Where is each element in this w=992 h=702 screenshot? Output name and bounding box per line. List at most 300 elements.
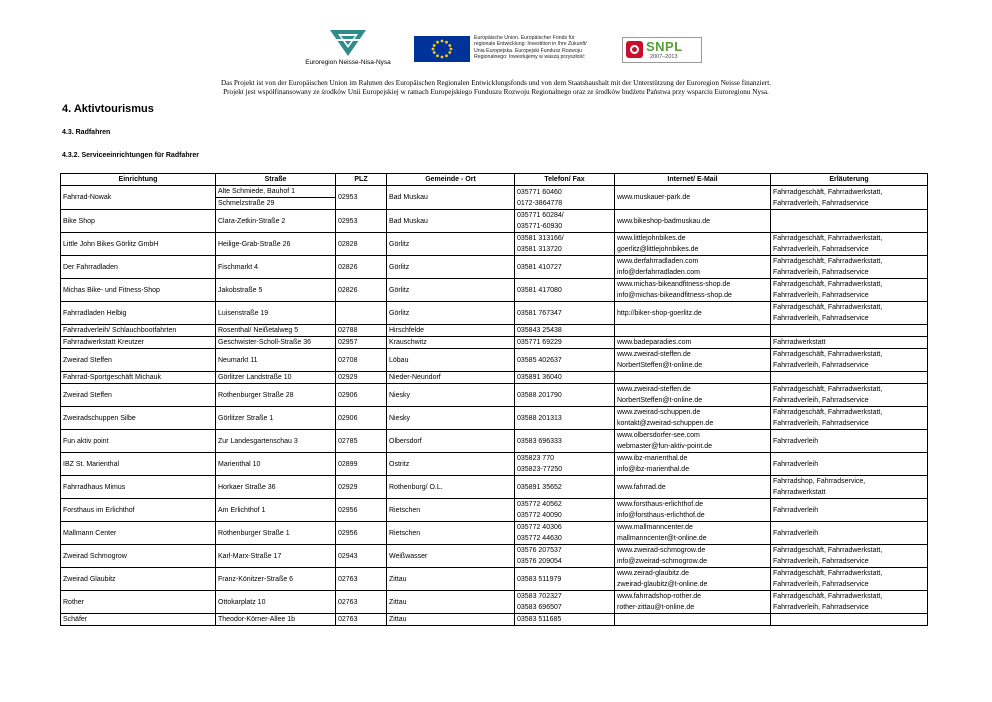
cell-internet-line: www.badeparadies.com	[617, 339, 692, 346]
cell-ort: Görlitz	[387, 302, 515, 325]
cell-strasse-line: Alte Schmiede, Bauhof 1	[218, 188, 296, 195]
cell-internet	[615, 302, 771, 325]
cell-einrichtung: Zweirad Schmogrow	[61, 545, 216, 568]
cell-telefon	[515, 372, 615, 384]
cell-telefon-line: 035771 60284/	[517, 212, 564, 219]
cell-ort: Niesky	[387, 384, 515, 407]
cell-ort: Weißwasser	[387, 545, 515, 568]
cell-telefon-line: 03576 207537	[517, 547, 562, 554]
cell-plz	[336, 302, 387, 325]
cell-internet-line: NorbertSteffen@t-online.de	[617, 397, 703, 404]
cell-strasse	[216, 407, 336, 430]
cell-strasse-line: Horkaer Straße 36	[218, 483, 276, 491]
cell-ort: Niesky	[387, 407, 515, 430]
cell-telefon-line: 03581 767347	[517, 309, 562, 317]
cell-einrichtung: Fahrrad-Nowak	[61, 186, 216, 210]
subsubsection-heading: 4.3.2. Serviceeinrichtungen für Radfahrer	[62, 152, 199, 159]
cell-erlaeuterung-line: Fahrradverleih	[773, 460, 819, 468]
cell-strasse-line: Rothenburger Straße 28	[218, 391, 294, 399]
cell-telefon	[515, 233, 615, 256]
cell-strasse-line: Karl-Marx-Straße 17	[218, 552, 282, 560]
cell-telefon-line: 03583 696507	[517, 604, 562, 611]
cell-erlaeuterung-line: Fahrradverleih, Fahrradservice	[773, 581, 869, 588]
cell-ort: Bad Muskau	[387, 186, 515, 210]
cell-internet-line: webmaster@fun-aktiv-point.de	[617, 443, 713, 450]
eu-text-line: regionale Entwicklung: Investition in Ihre Zukunft/	[474, 41, 587, 48]
cell-internet-line: NorbertSteffen@t-online.de	[617, 362, 703, 369]
cell-erlaeuterung	[771, 384, 928, 407]
table-row	[61, 568, 928, 591]
cell-erlaeuterung	[771, 210, 928, 233]
table-row	[61, 256, 928, 279]
cell-telefon-line: 035771-60930	[517, 223, 563, 230]
cell-einrichtung: Mallmann Center	[61, 522, 216, 545]
section-heading: 4. Aktivtourismus	[62, 103, 154, 115]
table-row	[61, 186, 928, 210]
cell-plz: 02956	[336, 522, 387, 545]
cell-telefon-line: 035891 35652	[517, 483, 562, 491]
cell-strasse	[216, 614, 336, 626]
cell-ort: Krauschwitz	[387, 337, 515, 349]
cell-erlaeuterung-line: Fahrradgeschäft, Fahrradwerkstatt,	[773, 570, 883, 577]
cell-internet-line: www.derfahrradladen.com	[617, 258, 699, 265]
cell-telefon	[515, 384, 615, 407]
cell-einrichtung: Fahrradverleih/ Schlauchbootfahrten	[61, 325, 216, 337]
cell-internet	[615, 545, 771, 568]
table-row	[61, 430, 928, 453]
cell-erlaeuterung	[771, 279, 928, 302]
cell-telefon	[515, 568, 615, 591]
table-row	[61, 279, 928, 302]
cell-plz: 02828	[336, 233, 387, 256]
cell-einrichtung: Zweirad Steffen	[61, 384, 216, 407]
cell-erlaeuterung-line: Fahrradverleih, Fahrradservice	[773, 246, 869, 253]
table-row	[61, 372, 928, 384]
cell-telefon-line: 035772 40306	[517, 524, 562, 531]
cell-internet	[615, 256, 771, 279]
cell-plz: 02826	[336, 279, 387, 302]
cell-erlaeuterung	[771, 591, 928, 614]
cell-erlaeuterung-line: Fahrradgeschäft, Fahrradwerkstatt,	[773, 304, 883, 311]
cell-telefon-line: 035772 40090	[517, 512, 562, 519]
cell-erlaeuterung-line: Fahrradshop, Fahrradservice,	[773, 478, 866, 485]
cell-internet	[615, 430, 771, 453]
table-row	[61, 614, 928, 626]
cell-plz: 02785	[336, 430, 387, 453]
cell-erlaeuterung	[771, 372, 928, 384]
logo-row	[0, 28, 992, 78]
cell-einrichtung: Fun aktiv point	[61, 430, 216, 453]
cell-telefon	[515, 186, 615, 210]
cell-strasse	[216, 337, 336, 349]
cell-erlaeuterung-line: Fahrradverleih, Fahrradservice	[773, 362, 869, 369]
cell-erlaeuterung-line: Fahrradverleih, Fahrradservice	[773, 315, 869, 322]
cell-strasse-line: Geschwister-Scholl-Straße 36	[218, 339, 311, 346]
eu-text-line: Unia Europejska. Europejski Fundusz Rozwoju	[474, 47, 582, 54]
subsection-heading: 4.3. Radfahren	[62, 129, 111, 136]
cell-telefon	[515, 453, 615, 476]
cell-internet-line: www.fahrradshop-rother.de	[617, 593, 702, 600]
cell-erlaeuterung	[771, 568, 928, 591]
cell-plz: 02788	[336, 325, 387, 337]
cell-erlaeuterung-line: Fahrradverleih	[773, 529, 819, 537]
cell-ort: Ostritz	[387, 453, 515, 476]
cell-erlaeuterung-line: Fahrradgeschäft, Fahrradwerkstatt,	[773, 409, 883, 416]
table-row	[61, 522, 928, 545]
column-header: Einrichtung	[61, 174, 216, 186]
cell-internet	[615, 186, 771, 210]
table-row	[61, 545, 928, 568]
cell-strasse-line: Fischmarkt 4	[218, 263, 259, 271]
cell-internet	[615, 384, 771, 407]
cell-erlaeuterung	[771, 522, 928, 545]
cell-internet-line: rother-zittau@t-online.de	[617, 604, 695, 611]
cell-erlaeuterung-line: Fahrradwerkstatt	[773, 339, 826, 346]
cell-internet	[615, 233, 771, 256]
cell-strasse-line: Clara-Zetkin-Straße 2	[218, 217, 286, 225]
cell-erlaeuterung	[771, 186, 928, 210]
cell-internet-line: www.zeirad-glaubitz.de	[617, 570, 689, 577]
cell-ort: Zittau	[387, 591, 515, 614]
cell-strasse	[216, 325, 336, 337]
cell-einrichtung: Bike Shop	[61, 210, 216, 233]
table-row	[61, 499, 928, 522]
funding-notice	[0, 79, 992, 97]
cell-plz: 02906	[336, 384, 387, 407]
cell-plz: 02953	[336, 186, 387, 210]
cell-erlaeuterung	[771, 233, 928, 256]
cell-strasse	[216, 430, 336, 453]
cell-einrichtung: Michas Bike- und Fitness-Shop	[61, 279, 216, 302]
cell-telefon	[515, 325, 615, 337]
cell-telefon	[515, 256, 615, 279]
cell-ort: Zittau	[387, 614, 515, 626]
cell-erlaeuterung-line: Fahrradverleih, Fahrradservice	[773, 397, 869, 404]
column-header: Gemeinde - Ort	[387, 174, 515, 186]
cell-telefon	[515, 302, 615, 325]
cell-internet-line: zweirad-glaubitz@t-online.de	[617, 581, 708, 588]
cell-strasse-line: Rosenthal/ Neißetalweg 5	[218, 327, 299, 334]
cell-internet	[615, 614, 771, 626]
cell-internet-line: www.mallmanncenter.de	[617, 524, 693, 531]
cell-strasse	[216, 476, 336, 499]
cell-internet	[615, 279, 771, 302]
cell-plz: 02763	[336, 591, 387, 614]
cell-erlaeuterung	[771, 337, 928, 349]
table-row	[61, 384, 928, 407]
funding-line-pl: Projekt jest współfinansowany ze środków Unii Europejskiej w ramach Europejskiego Funduszu Rozwoju Regionalnego oraz ze środków budżetu Państwa przy wsparciu Euroregionu Nysa.	[223, 88, 769, 96]
cell-telefon-line: 03581 410727	[517, 263, 562, 271]
table-row	[61, 476, 928, 499]
cell-einrichtung: Fahrradladen Helbig	[61, 302, 216, 325]
table-row	[61, 302, 928, 325]
cell-plz: 02763	[336, 614, 387, 626]
cell-telefon	[515, 591, 615, 614]
cell-plz: 02763	[336, 568, 387, 591]
cell-strasse-line: Jakobstraße 5	[218, 286, 263, 294]
eu-flag-icon	[414, 36, 470, 62]
cell-strasse	[216, 568, 336, 591]
snpl-logo	[622, 37, 702, 63]
cell-ort: Görlitz	[387, 256, 515, 279]
cell-plz: 02929	[336, 372, 387, 384]
cell-strasse	[216, 186, 336, 210]
cell-telefon-line: 03583 702327	[517, 593, 562, 600]
cell-internet-line: www.littlejohnbikes.de	[617, 235, 686, 242]
cell-telefon	[515, 279, 615, 302]
cell-telefon	[515, 349, 615, 372]
cell-einrichtung: Little John Bikes Görlitz GmbH	[61, 233, 216, 256]
cell-telefon-line: 03588 201790	[517, 391, 562, 399]
cell-einrichtung: Der Fahrradladen	[61, 256, 216, 279]
cell-internet	[615, 499, 771, 522]
cell-erlaeuterung-line: Fahrradverleih	[773, 437, 819, 445]
cell-telefon-line: 03585 402637	[517, 356, 562, 364]
cell-einrichtung: Zweiradschuppen Silbe	[61, 407, 216, 430]
cell-telefon	[515, 476, 615, 499]
cell-einrichtung: Fahrradwerkstatt Kreutzer	[61, 337, 216, 349]
cell-telefon-line: 03583 511685	[517, 616, 562, 623]
column-header: Telefon/ Fax	[515, 174, 615, 186]
cell-ort: Rietschen	[387, 522, 515, 545]
cell-telefon-line: 035823 770	[517, 455, 554, 462]
cell-internet-line: http://biker-shop-goerlitz.de	[617, 309, 702, 317]
table-row	[61, 407, 928, 430]
euroregion-logo	[288, 28, 408, 66]
cell-strasse	[216, 545, 336, 568]
cell-erlaeuterung	[771, 476, 928, 499]
cell-einrichtung: Schäfer	[61, 614, 216, 626]
cell-einrichtung: Zweirad Steffen	[61, 349, 216, 372]
cell-erlaeuterung-line: Fahrradverleih	[773, 506, 819, 514]
eu-funding-text	[474, 35, 614, 61]
cell-internet	[615, 349, 771, 372]
cell-erlaeuterung-line: Fahrradverleih, Fahrradservice	[773, 558, 869, 565]
cell-strasse-line: Görlitzer Straße 1	[218, 414, 274, 422]
column-header: PLZ	[336, 174, 387, 186]
cell-internet-line: www.zweirad-steffen.de	[617, 386, 691, 393]
snpl-emblem-icon	[626, 41, 643, 58]
cell-internet	[615, 325, 771, 337]
cell-plz: 02929	[336, 476, 387, 499]
cell-strasse	[216, 372, 336, 384]
cell-telefon-line: 035772 40562	[517, 501, 562, 508]
cell-erlaeuterung-line: Fahrradverleih, Fahrradservice	[773, 292, 869, 299]
cell-strasse	[216, 233, 336, 256]
cell-erlaeuterung	[771, 407, 928, 430]
cell-erlaeuterung-line: Fahrradgeschäft, Fahrradwerkstatt,	[773, 235, 883, 242]
table-row	[61, 453, 928, 476]
cell-erlaeuterung	[771, 453, 928, 476]
table-header-row	[61, 174, 928, 186]
cell-einrichtung: Fahrrad-Sportgeschäft Michauk	[61, 372, 216, 384]
column-header: Internet/ E-Mail	[615, 174, 771, 186]
cell-internet-line: www.muskauer-park.de	[617, 194, 691, 201]
column-header: Erläuterung	[771, 174, 928, 186]
cell-telefon	[515, 499, 615, 522]
cell-ort: Hirschfelde	[387, 325, 515, 337]
table-row	[61, 349, 928, 372]
cell-strasse	[216, 349, 336, 372]
cell-internet-line: www.bikeshop-badmuskau.de	[617, 217, 710, 225]
cell-internet	[615, 522, 771, 545]
cell-internet-line: kontakt@zweirad-schuppen.de	[617, 420, 714, 427]
cell-telefon	[515, 522, 615, 545]
cell-plz: 02956	[336, 499, 387, 522]
cell-telefon-line: 03581 313720	[517, 246, 562, 253]
cell-strasse-line: Franz-Könitzer-Straße 6	[218, 575, 294, 583]
cell-telefon-line: 03581 313166/	[517, 235, 564, 242]
snpl-name: SNPL	[646, 39, 683, 54]
cell-internet-line: www.zweirad-schmogrow.de	[617, 547, 706, 554]
cell-ort: Görlitz	[387, 279, 515, 302]
cell-internet	[615, 568, 771, 591]
cell-telefon	[515, 210, 615, 233]
cell-strasse	[216, 499, 336, 522]
cell-plz: 02899	[336, 453, 387, 476]
cell-telefon	[515, 614, 615, 626]
cell-telefon-line: 03583 511979	[517, 575, 562, 583]
table-row	[61, 233, 928, 256]
eu-text-line: Regionalnego: Inwestujemy w waszą przyszłość	[474, 54, 585, 61]
cell-internet-line: mallmanncenter@t-online.de	[617, 535, 707, 542]
cell-telefon	[515, 430, 615, 453]
cell-erlaeuterung	[771, 614, 928, 626]
table-row	[61, 337, 928, 349]
cell-strasse-line: Heilige-Grab-Straße 26	[218, 240, 291, 248]
cell-strasse	[216, 279, 336, 302]
euroregion-emblem-icon	[326, 28, 370, 58]
cell-strasse	[216, 302, 336, 325]
cell-erlaeuterung	[771, 256, 928, 279]
cell-internet-line: info@michas-bikeandfitness-shop.de	[617, 292, 732, 299]
cell-telefon-line: 03583 696333	[517, 437, 562, 445]
cell-strasse-line: Rothenburger Straße 1	[218, 529, 290, 537]
cell-strasse	[216, 256, 336, 279]
cell-erlaeuterung-line: Fahrradverleih, Fahrradservice	[773, 199, 869, 207]
cell-einrichtung: IBZ St. Marienthal	[61, 453, 216, 476]
cell-internet-line: www.fahrrad.de	[617, 483, 666, 491]
cell-strasse-line: Theodor-Körner-Allee 1b	[218, 616, 296, 623]
cell-telefon-line: 035772 44630	[517, 535, 562, 542]
cell-internet	[615, 453, 771, 476]
cell-strasse-line: Neumarkt 11	[218, 356, 258, 364]
eu-text-line: Europäische Union. Europäischer Fonds für	[474, 35, 575, 41]
cell-strasse-line: Schmelzstraße 29	[216, 197, 335, 209]
cell-strasse	[216, 591, 336, 614]
cell-erlaeuterung-line: Fahrradgeschäft, Fahrradwerkstatt,	[773, 351, 883, 358]
cell-ort: Rothenburg/ O.L.	[387, 476, 515, 499]
cell-telefon-line: 03576 209054	[517, 558, 562, 565]
cell-internet-line: www.forsthaus-erlichthof.de	[617, 501, 703, 508]
cell-plz: 02708	[336, 349, 387, 372]
cell-internet-line: info@zweirad-schmogrow.de	[617, 558, 707, 565]
cell-erlaeuterung-line: Fahrradgeschäft, Fahrradwerkstatt,	[773, 258, 883, 265]
euroregion-label: Euroregion Neisse-Nisa-Nysa	[305, 59, 391, 66]
cell-telefon-line: 035771 60460	[517, 188, 562, 196]
service-table	[60, 173, 928, 626]
cell-telefon-line: 035891 36040	[517, 374, 562, 381]
cell-internet-line: www.ibz-marienthal.de	[617, 455, 688, 462]
cell-erlaeuterung	[771, 325, 928, 337]
snpl-years: 2007–2013	[650, 54, 678, 60]
cell-ort: Zittau	[387, 568, 515, 591]
cell-internet	[615, 210, 771, 233]
cell-einrichtung: Fahrradhaus Mimus	[61, 476, 216, 499]
cell-plz: 02826	[336, 256, 387, 279]
cell-einrichtung: Zweirad Glaubitz	[61, 568, 216, 591]
cell-internet-line: info@ibz-marienthal.de	[617, 466, 690, 473]
cell-erlaeuterung-line: Fahrradgeschäft, Fahrradwerkstatt,	[773, 188, 883, 196]
cell-strasse	[216, 522, 336, 545]
cell-strasse-line: Ottokarplatz 10	[218, 598, 266, 606]
table-row	[61, 325, 928, 337]
cell-strasse-line: Zur Landesgartenschau 3	[218, 437, 298, 445]
cell-strasse-line: Am Erlichthof 1	[218, 506, 266, 514]
cell-erlaeuterung	[771, 545, 928, 568]
cell-erlaeuterung	[771, 499, 928, 522]
cell-internet-line: goerlitz@littlejohnbikes.de	[617, 246, 699, 253]
cell-internet-line: www.zweirad-schuppen.de	[617, 409, 701, 416]
cell-ort: Bad Muskau	[387, 210, 515, 233]
cell-telefon-line: 03588 201313	[517, 414, 562, 422]
cell-einrichtung: Rother	[61, 591, 216, 614]
cell-internet-line: www.olbersdorfer-see.com	[617, 432, 700, 439]
cell-erlaeuterung-line: Fahrradgeschäft, Fahrradwerkstatt,	[773, 593, 883, 600]
cell-ort: Löbau	[387, 349, 515, 372]
cell-strasse-line: Görlitzer Landstraße 10	[218, 374, 292, 381]
column-header: Straße	[216, 174, 336, 186]
cell-internet	[615, 337, 771, 349]
funding-line-de: Das Projekt ist von der Europäischen Union im Rahmen des Europäischen Regionalen Entwicklungsfonds und von dem Staatshaushalt mit der Unterstützung der Euroregion Neisse finanziert.	[220, 79, 772, 87]
cell-internet	[615, 372, 771, 384]
cell-strasse-line: Luisenstraße 19	[218, 309, 269, 317]
cell-erlaeuterung-line: Fahrradgeschäft, Fahrradwerkstatt,	[773, 547, 883, 554]
cell-telefon	[515, 545, 615, 568]
cell-telefon-line: 0172-3864778	[517, 199, 563, 207]
cell-einrichtung: Forsthaus im Erlichthof	[61, 499, 216, 522]
cell-erlaeuterung-line: Fahrradverleih, Fahrradservice	[773, 269, 869, 276]
cell-erlaeuterung-line: Fahrradwerkstatt	[773, 489, 826, 496]
cell-ort: Görlitz	[387, 233, 515, 256]
cell-erlaeuterung-line: Fahrradgeschäft, Fahrradwerkstatt,	[773, 281, 883, 288]
cell-internet	[615, 591, 771, 614]
cell-ort: Nieder-Neundorf	[387, 372, 515, 384]
cell-erlaeuterung	[771, 349, 928, 372]
cell-telefon-line: 035823-77250	[517, 466, 563, 473]
cell-internet	[615, 407, 771, 430]
cell-telefon-line: 03581 417080	[517, 286, 562, 294]
cell-erlaeuterung-line: Fahrradgeschäft, Fahrradwerkstatt,	[773, 386, 883, 393]
cell-erlaeuterung-line: Fahrradverleih, Fahrradservice	[773, 604, 869, 611]
cell-plz: 02957	[336, 337, 387, 349]
cell-telefon	[515, 337, 615, 349]
cell-strasse-line: Marienthal 10	[218, 460, 261, 468]
cell-internet-line: info@forsthaus-erlichthof.de	[617, 512, 705, 519]
cell-erlaeuterung	[771, 430, 928, 453]
table-row	[61, 591, 928, 614]
cell-strasse	[216, 453, 336, 476]
cell-plz: 02906	[336, 407, 387, 430]
cell-telefon-line: 035843 25438	[517, 327, 562, 334]
cell-strasse	[216, 384, 336, 407]
cell-ort: Olbersdorf	[387, 430, 515, 453]
cell-strasse	[216, 210, 336, 233]
table-row	[61, 210, 928, 233]
cell-internet-line: www.michas-bikeandfitness-shop.de	[617, 281, 731, 288]
cell-plz: 02943	[336, 545, 387, 568]
cell-erlaeuterung-line: Fahrradverleih, Fahrradservice	[773, 420, 869, 427]
